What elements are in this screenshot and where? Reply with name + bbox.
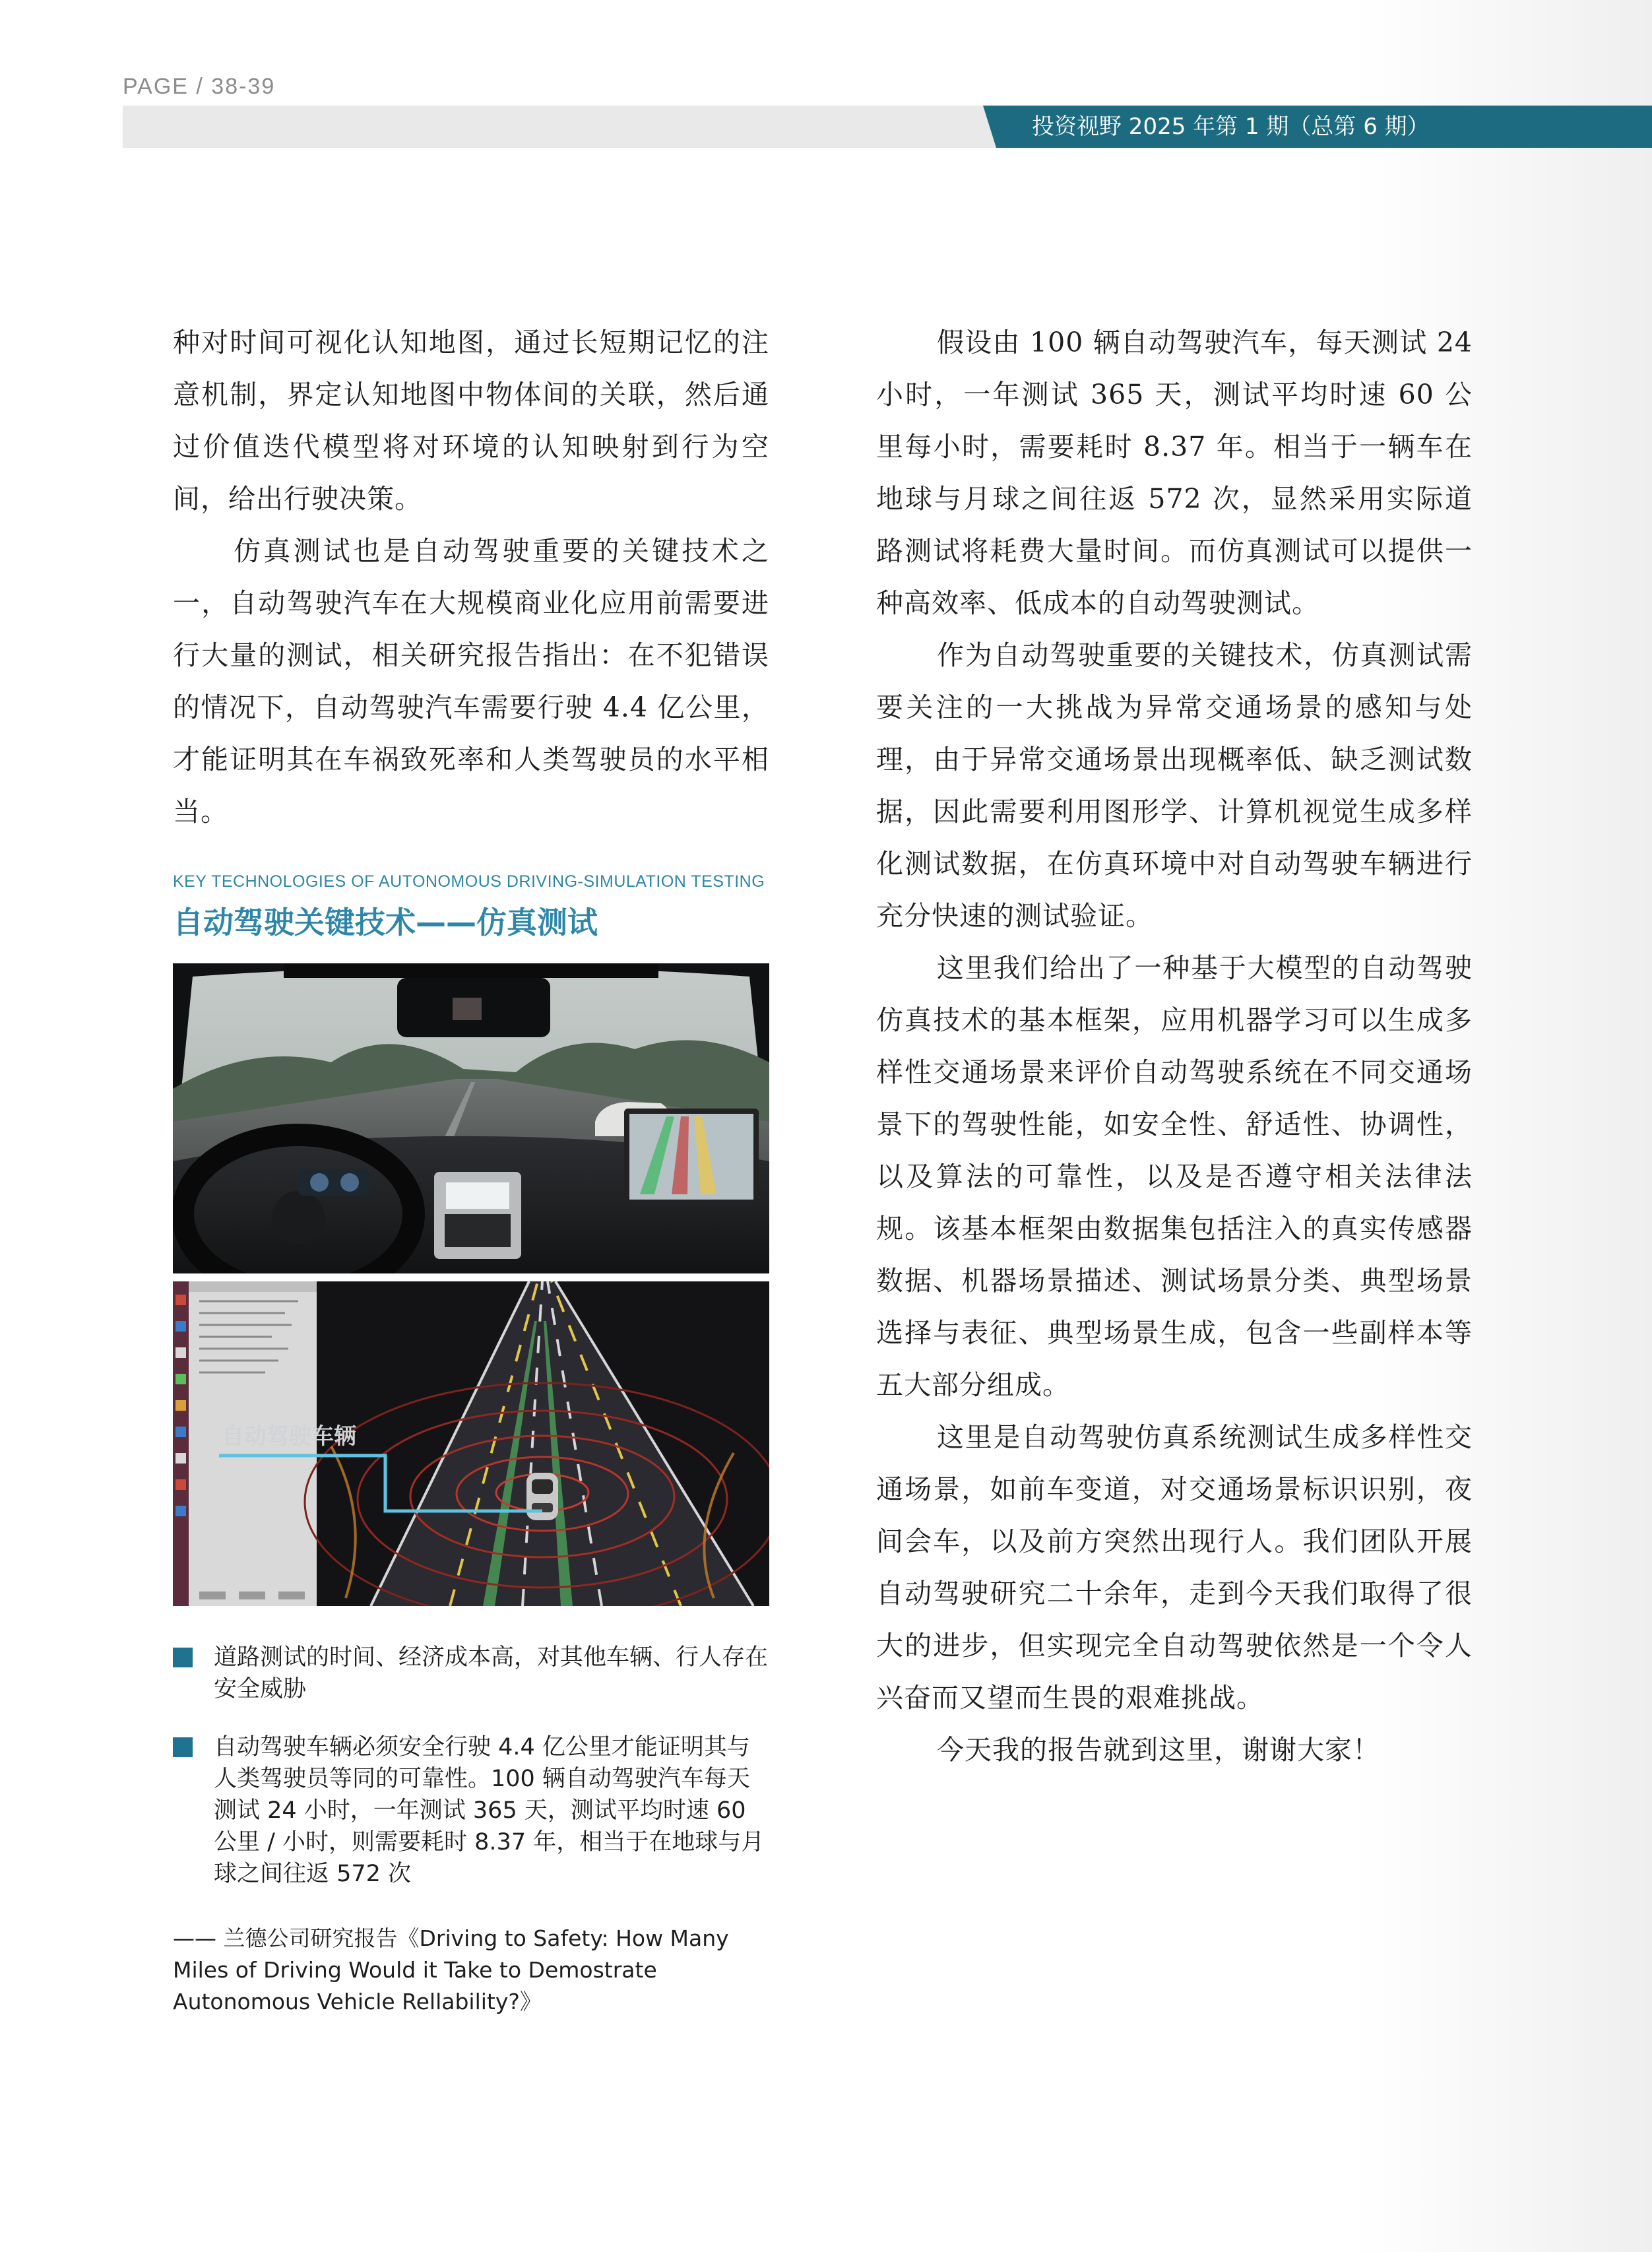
simulation-screenshot bbox=[173, 1281, 769, 1606]
caption-text: 自动驾驶车辆必须安全行驶 4.4 亿公里才能证明其与人类驾驶员等同的可靠性。100 辆自动驾驶汽车每天测试 24 小时，一年测试 365 天，测试平均时速 60 公里 / 小时，则需要耗时 8.37 年，相当于在地球与月球之间往返 572 次 bbox=[214, 1734, 765, 1887]
bullet-square-icon bbox=[173, 1648, 193, 1667]
bullet-square-icon bbox=[173, 1737, 193, 1757]
page-number: PAGE / 38-39 bbox=[123, 74, 276, 99]
magazine-issue: 投资视野 2025 年第 1 期（总第 6 期） bbox=[1032, 113, 1430, 140]
body-paragraph: 作为自动驾驶重要的关键技术，仿真测试需要关注的一大挑战为异常交通场景的感知与处理，由于异常交通场景出现概率低、缺乏测试数据，因此需要利用图形学、计算机视觉生成多样化测试数据，在仿真环境中对自动驾驶车辆进行充分快速的测试验证。 bbox=[876, 639, 1473, 932]
section-english-title: KEY TECHNOLOGIES OF AUTONOMOUS DRIVING-SIMULATION TESTING bbox=[173, 872, 765, 891]
car-interior-photo bbox=[173, 963, 769, 1273]
overlay-label-autonomous-vehicle: 自动驾驶车辆 bbox=[222, 1423, 356, 1450]
caption-item bbox=[173, 1642, 769, 1705]
body-paragraph: 种对时间可视化认知地图，通过长短期记忆的注意机制，界定认知地图中物体间的关联，然后通过价值迭代模型将对环境的认知映射到行为空间，给出行驶决策。 bbox=[173, 327, 769, 515]
source-citation: —— 兰德公司研究报告《Driving to Safety: How Many Miles of Driving Would it Take to Demostrate Autonomous Vehicle Rellability?》 bbox=[173, 1925, 729, 2014]
left-column bbox=[173, 317, 769, 838]
body-paragraph: 今天我的报告就到这里，谢谢大家！ bbox=[937, 1734, 1380, 1766]
car-interior-illustration bbox=[173, 963, 769, 1273]
simulation-illustration bbox=[173, 1281, 769, 1606]
right-column bbox=[876, 317, 1473, 1776]
body-paragraph: 仿真测试也是自动驾驶重要的关键技术之一，自动驾驶汽车在大规模商业化应用前需要进行大量的测试，相关研究报告指出：在不犯错误的情况下，自动驾驶汽车需要行驶 4.4 亿公里，才能证明其在车祸致死率和人类驾驶员的水平相当。 bbox=[173, 535, 769, 827]
section-title: 自动驾驶关键技术——仿真测试 bbox=[173, 905, 598, 940]
body-paragraph: 这里是自动驾驶仿真系统测试生成多样性交通场景，如前车变道，对交通场景标识识别，夜间会车，以及前方突然出现行人。我们团队开展自动驾驶研究二十余年，走到今天我们取得了很大的进步，但实现完全自动驾驶依然是一个令人兴奋而又望而生畏的艰难挑战。 bbox=[876, 1421, 1473, 1714]
body-paragraph: 假设由 100 辆自动驾驶汽车，每天测试 24 小时，一年测试 365 天，测试平均时速 60 公里每小时，需要耗时 8.37 年。相当于一辆车在地球与月球之间往返 572 次，显然采用实际道路测试将耗费大量时间。而仿真测试可以提供一种高效率、低成本的自动驾驶测试。 bbox=[876, 327, 1473, 619]
caption-text: 道路测试的时间、经济成本高，对其他车辆、行人存在安全威胁 bbox=[214, 1644, 769, 1702]
body-paragraph: 这里我们给出了一种基于大模型的自动驾驶仿真技术的基本框架，应用机器学习可以生成多样性交通场景来评价自动驾驶系统在不同交通场景下的驾驶性能，如安全性、舒适性、协调性，以及算法的可靠性，以及是否遵守相关法律法规。该基本框架由数据集包括注入的真实传感器数据、机器场景描述、测试场景分类、典型场景选择与表征、典型场景生成，包含一些副样本等五大部分组成。 bbox=[876, 952, 1473, 1401]
figure-caption-list bbox=[173, 1642, 769, 1916]
caption-item bbox=[173, 1731, 769, 1890]
